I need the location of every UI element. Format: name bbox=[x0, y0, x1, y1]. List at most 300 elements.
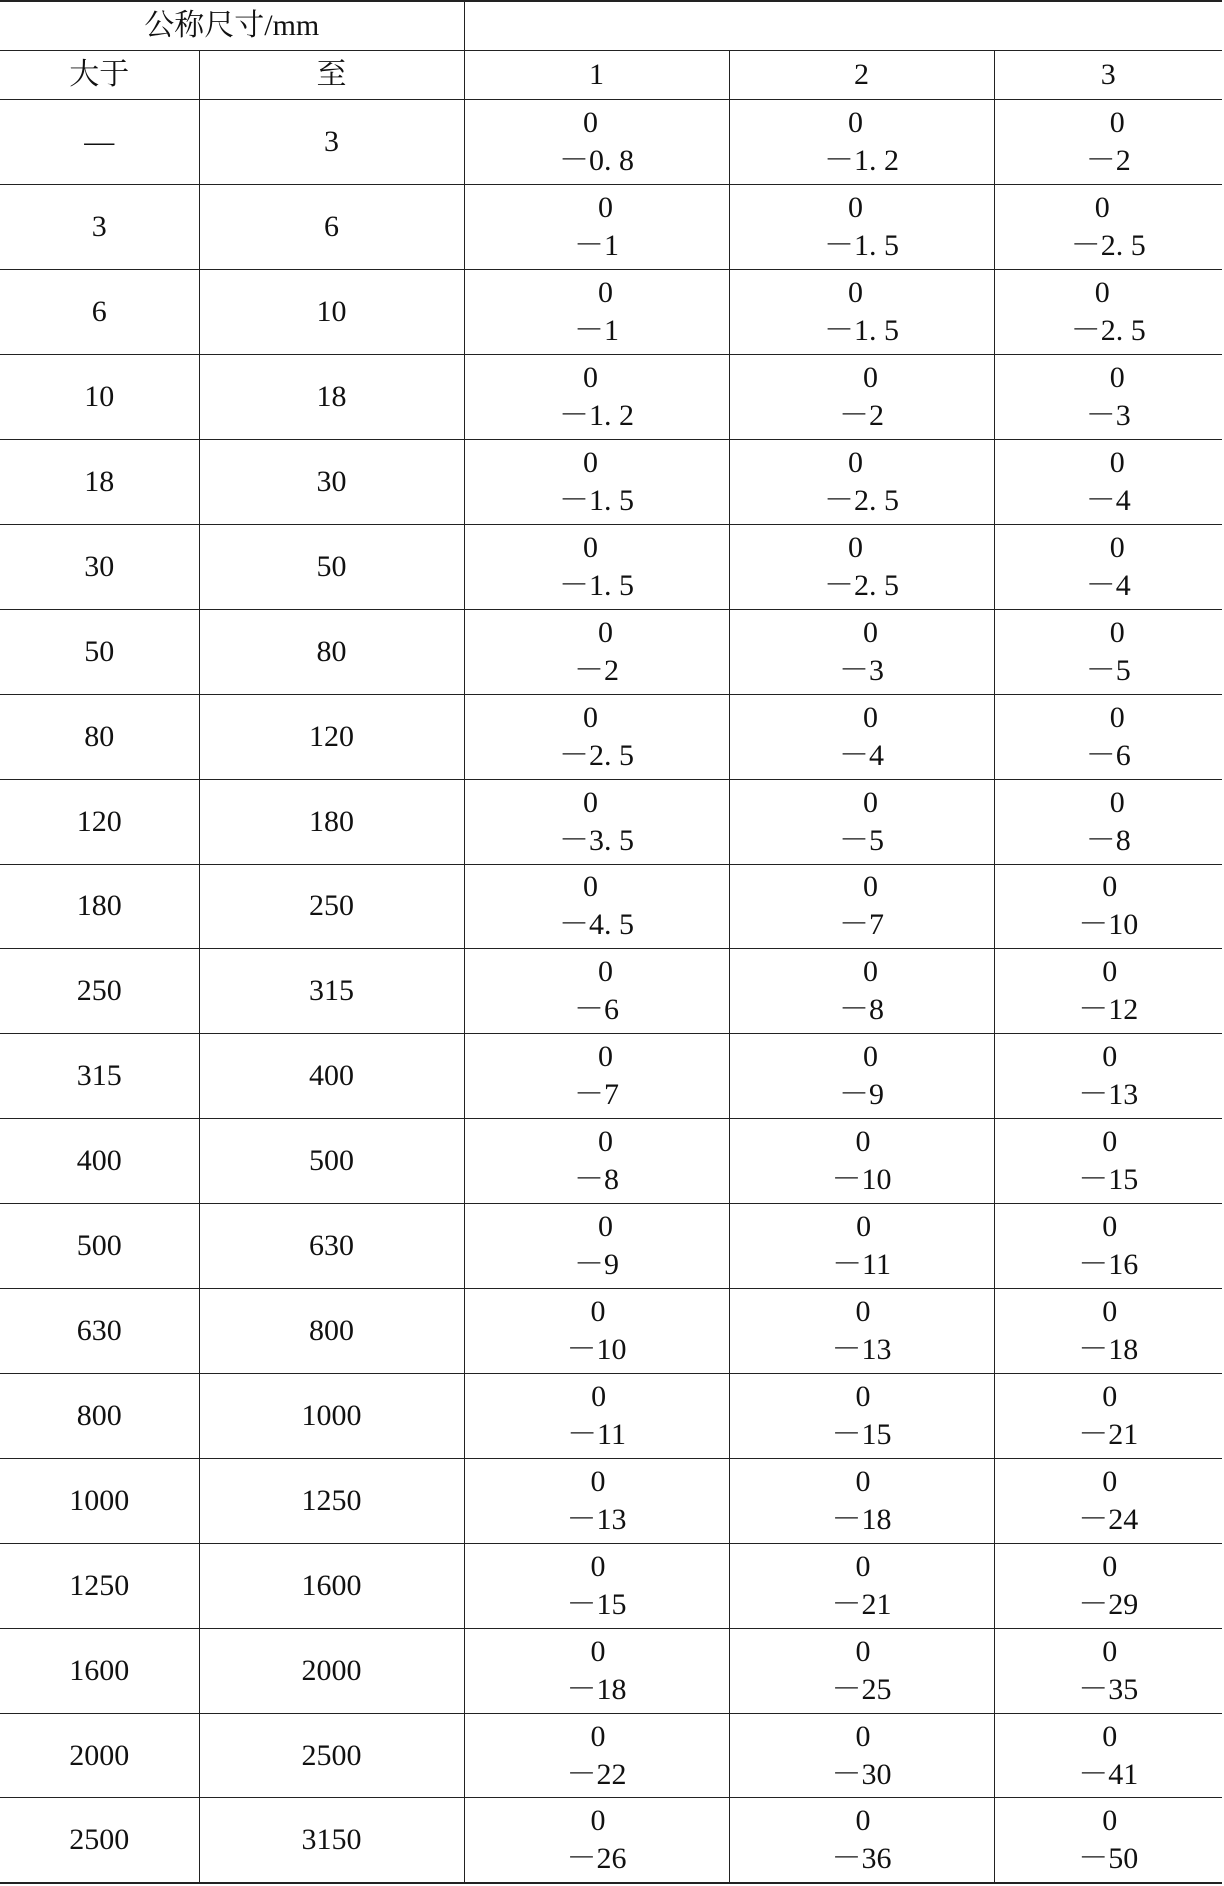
lower-deviation: －7 bbox=[839, 908, 885, 942]
size-over-cell: 50 bbox=[0, 609, 199, 694]
deviation-cell-grade-1 bbox=[464, 1798, 729, 1883]
deviation-cell-grade-1 bbox=[464, 864, 729, 949]
deviation-cell-grade-3 bbox=[994, 949, 1222, 1034]
upper-deviation: 0 bbox=[863, 361, 879, 395]
size-over-cell: 500 bbox=[0, 1204, 199, 1289]
lower-deviation: －3 bbox=[839, 653, 885, 687]
lower-deviation: －5 bbox=[1085, 653, 1131, 687]
deviation-cell-grade-3 bbox=[994, 1204, 1222, 1289]
deviation-stack bbox=[832, 1293, 892, 1369]
table-row bbox=[0, 1543, 1222, 1628]
size-to-cell: 1600 bbox=[199, 1543, 464, 1628]
upper-deviation: 0 bbox=[863, 1040, 879, 1074]
lower-deviation: －13 bbox=[831, 1332, 892, 1366]
size-over-cell: 10 bbox=[0, 355, 199, 440]
table-row bbox=[0, 1628, 1222, 1713]
deviation-stack bbox=[567, 1293, 627, 1369]
table-row bbox=[0, 100, 1222, 185]
deviation-cell-grade-2 bbox=[729, 1543, 994, 1628]
deviation-cell-grade-2 bbox=[729, 1034, 994, 1119]
deviation-stack bbox=[832, 1463, 892, 1539]
lower-deviation: －2. 5 bbox=[1070, 229, 1146, 263]
table-row bbox=[0, 779, 1222, 864]
table-row bbox=[0, 1458, 1222, 1543]
upper-deviation: 0 bbox=[855, 1379, 871, 1413]
upper-deviation: 0 bbox=[583, 785, 599, 819]
upper-deviation: 0 bbox=[848, 530, 864, 564]
table-row bbox=[0, 1119, 1222, 1204]
deviation-cell-grade-3 bbox=[994, 1628, 1222, 1713]
table-body bbox=[0, 1, 1222, 1883]
table-row bbox=[0, 609, 1222, 694]
upper-deviation: 0 bbox=[598, 955, 614, 989]
upper-deviation: 0 bbox=[598, 615, 614, 649]
upper-deviation: 0 bbox=[1102, 1125, 1118, 1159]
lower-deviation: －6 bbox=[1085, 738, 1131, 772]
lower-deviation: －8 bbox=[574, 1163, 620, 1197]
size-over-cell: 630 bbox=[0, 1289, 199, 1374]
size-over-cell: 1000 bbox=[0, 1458, 199, 1543]
size-to-cell: 250 bbox=[199, 864, 464, 949]
deviation-stack bbox=[1086, 529, 1131, 605]
deviation-cell-grade-1 bbox=[464, 1713, 729, 1798]
upper-deviation: 0 bbox=[1109, 361, 1125, 395]
deviation-stack bbox=[839, 1038, 884, 1114]
deviation-stack bbox=[574, 274, 619, 350]
deviation-stack bbox=[1078, 953, 1138, 1029]
upper-deviation: 0 bbox=[583, 700, 599, 734]
deviation-stack bbox=[1086, 784, 1131, 860]
upper-deviation: 0 bbox=[1102, 1464, 1118, 1498]
lower-deviation: －2. 5 bbox=[824, 483, 900, 517]
size-over-cell: 250 bbox=[0, 949, 199, 1034]
deviation-cell-grade-2 bbox=[729, 439, 994, 524]
lower-deviation: －26 bbox=[566, 1842, 627, 1876]
upper-deviation: 0 bbox=[1109, 615, 1125, 649]
lower-deviation: －50 bbox=[1078, 1842, 1139, 1876]
size-over-cell: 2500 bbox=[0, 1798, 199, 1883]
lower-deviation: －1. 5 bbox=[559, 568, 635, 602]
size-to-cell: 2500 bbox=[199, 1713, 464, 1798]
table-row bbox=[0, 949, 1222, 1034]
deviation-cell-grade-1 bbox=[464, 100, 729, 185]
upper-deviation: 0 bbox=[591, 1379, 607, 1413]
deviation-cell-grade-2 bbox=[729, 270, 994, 355]
table-row bbox=[0, 694, 1222, 779]
size-over-cell: 2000 bbox=[0, 1713, 199, 1798]
deviation-cell-grade-1 bbox=[464, 1204, 729, 1289]
deviation-stack bbox=[1086, 614, 1131, 690]
deviation-stack bbox=[574, 1123, 619, 1199]
upper-deviation: 0 bbox=[590, 1634, 606, 1668]
upper-deviation: 0 bbox=[848, 445, 864, 479]
size-to-cell: 3 bbox=[199, 100, 464, 185]
upper-deviation: 0 bbox=[1109, 530, 1125, 564]
header-up-to: 至 bbox=[199, 51, 464, 100]
upper-deviation: 0 bbox=[855, 1634, 871, 1668]
deviation-stack bbox=[1078, 1548, 1138, 1624]
lower-deviation: －9 bbox=[574, 1248, 620, 1282]
deviation-cell-grade-1 bbox=[464, 1458, 729, 1543]
deviation-cell-grade-2 bbox=[729, 949, 994, 1034]
lower-deviation: －24 bbox=[1078, 1502, 1139, 1536]
deviation-stack bbox=[1086, 359, 1131, 435]
upper-deviation: 0 bbox=[1102, 1210, 1118, 1244]
upper-deviation: 0 bbox=[863, 615, 879, 649]
upper-deviation: 0 bbox=[1102, 1379, 1118, 1413]
deviation-stack bbox=[832, 1718, 892, 1794]
deviation-stack bbox=[832, 1123, 892, 1199]
upper-deviation: 0 bbox=[855, 1125, 871, 1159]
lower-deviation: －1. 5 bbox=[824, 229, 900, 263]
lower-deviation: －1 bbox=[574, 229, 620, 263]
lower-deviation: －41 bbox=[1078, 1757, 1139, 1791]
size-over-cell: 3 bbox=[0, 185, 199, 270]
size-over-cell: 400 bbox=[0, 1119, 199, 1204]
deviation-cell-grade-2 bbox=[729, 100, 994, 185]
deviation-cell-grade-1 bbox=[464, 1119, 729, 1204]
lower-deviation: －4 bbox=[839, 738, 885, 772]
upper-deviation: 0 bbox=[855, 1719, 871, 1753]
deviation-stack bbox=[832, 1802, 892, 1878]
size-over-cell: 800 bbox=[0, 1373, 199, 1458]
upper-deviation: 0 bbox=[1102, 1634, 1118, 1668]
lower-deviation: －1 bbox=[574, 314, 620, 348]
deviation-cell-grade-2 bbox=[729, 1458, 994, 1543]
upper-deviation: 0 bbox=[583, 870, 599, 904]
deviation-cell-grade-3 bbox=[994, 779, 1222, 864]
upper-deviation: 0 bbox=[863, 955, 879, 989]
deviation-stack bbox=[1071, 274, 1146, 350]
deviation-stack bbox=[1086, 444, 1131, 520]
deviation-cell-grade-1 bbox=[464, 355, 729, 440]
lower-deviation: －22 bbox=[566, 1757, 627, 1791]
lower-deviation: －15 bbox=[566, 1587, 627, 1621]
upper-deviation: 0 bbox=[1109, 106, 1125, 140]
deviation-stack bbox=[839, 699, 884, 775]
table-row bbox=[0, 270, 1222, 355]
size-to-cell: 10 bbox=[199, 270, 464, 355]
deviation-stack bbox=[574, 1208, 619, 1284]
lower-deviation: －8 bbox=[1085, 823, 1131, 857]
lower-deviation: －9 bbox=[839, 1078, 885, 1112]
size-over-cell: — bbox=[0, 100, 199, 185]
deviation-cell-grade-2 bbox=[729, 864, 994, 949]
lower-deviation: －21 bbox=[1078, 1417, 1139, 1451]
upper-deviation: 0 bbox=[583, 530, 599, 564]
deviation-stack bbox=[567, 1718, 627, 1794]
lower-deviation: －1. 5 bbox=[559, 483, 635, 517]
deviation-stack bbox=[559, 784, 634, 860]
deviation-cell-grade-3 bbox=[994, 439, 1222, 524]
deviation-stack bbox=[567, 1378, 626, 1454]
lower-deviation: －15 bbox=[831, 1417, 892, 1451]
size-to-cell: 3150 bbox=[199, 1798, 464, 1883]
upper-deviation: 0 bbox=[1102, 1719, 1118, 1753]
size-over-cell: 18 bbox=[0, 439, 199, 524]
deviation-cell-grade-1 bbox=[464, 1543, 729, 1628]
upper-deviation: 0 bbox=[590, 1804, 606, 1838]
lower-deviation: －15 bbox=[1078, 1163, 1139, 1197]
upper-deviation: 0 bbox=[1109, 445, 1125, 479]
deviation-cell-grade-3 bbox=[994, 1543, 1222, 1628]
deviation-stack bbox=[824, 104, 899, 180]
table-row bbox=[0, 1204, 1222, 1289]
lower-deviation: －2. 5 bbox=[824, 568, 900, 602]
upper-deviation: 0 bbox=[598, 191, 614, 225]
table-row bbox=[0, 1798, 1222, 1883]
table-row bbox=[0, 1034, 1222, 1119]
upper-deviation: 0 bbox=[583, 106, 599, 140]
lower-deviation: －5 bbox=[839, 823, 885, 857]
deviation-stack bbox=[567, 1802, 627, 1878]
size-over-cell: 1600 bbox=[0, 1628, 199, 1713]
deviation-cell-grade-1 bbox=[464, 609, 729, 694]
upper-deviation: 0 bbox=[590, 1719, 606, 1753]
deviation-cell-grade-1 bbox=[464, 1289, 729, 1374]
deviation-stack bbox=[1078, 1123, 1138, 1199]
deviation-cell-grade-1 bbox=[464, 779, 729, 864]
upper-deviation: 0 bbox=[1102, 955, 1118, 989]
size-over-cell: 30 bbox=[0, 524, 199, 609]
deviation-cell-grade-2 bbox=[729, 1628, 994, 1713]
upper-deviation: 0 bbox=[598, 1125, 614, 1159]
deviation-stack bbox=[567, 1463, 627, 1539]
lower-deviation: －2. 5 bbox=[559, 738, 635, 772]
deviation-stack bbox=[567, 1633, 627, 1709]
upper-deviation: 0 bbox=[598, 1210, 614, 1244]
lower-deviation: －7 bbox=[574, 1078, 620, 1112]
header-over: 大于 bbox=[0, 51, 199, 100]
deviation-cell-grade-3 bbox=[994, 1119, 1222, 1204]
size-to-cell: 120 bbox=[199, 694, 464, 779]
deviation-stack bbox=[559, 699, 634, 775]
table-row bbox=[0, 439, 1222, 524]
upper-deviation: 0 bbox=[590, 1294, 606, 1328]
deviation-stack bbox=[1086, 104, 1131, 180]
header-nominal-size: 公称尺寸/mm bbox=[0, 1, 464, 51]
lower-deviation: －4 bbox=[1085, 483, 1131, 517]
header-row-1 bbox=[0, 1, 1222, 51]
upper-deviation: 0 bbox=[1102, 870, 1118, 904]
size-over-cell: 1250 bbox=[0, 1543, 199, 1628]
deviation-stack bbox=[832, 1548, 892, 1624]
table-row bbox=[0, 1373, 1222, 1458]
deviation-stack bbox=[1078, 868, 1138, 944]
deviation-cell-grade-3 bbox=[994, 1373, 1222, 1458]
deviation-cell-grade-1 bbox=[464, 1373, 729, 1458]
deviation-cell-grade-3 bbox=[994, 864, 1222, 949]
deviation-stack bbox=[574, 614, 619, 690]
header-col-1: 1 bbox=[464, 51, 729, 100]
deviation-stack bbox=[559, 444, 634, 520]
lower-deviation: －1. 2 bbox=[824, 144, 900, 178]
upper-deviation: 0 bbox=[590, 1549, 606, 1583]
deviation-cell-grade-2 bbox=[729, 779, 994, 864]
upper-deviation: 0 bbox=[1102, 1040, 1118, 1074]
lower-deviation: －2 bbox=[839, 399, 885, 433]
upper-deviation: 0 bbox=[590, 1464, 606, 1498]
upper-deviation: 0 bbox=[855, 1804, 871, 1838]
lower-deviation: －36 bbox=[831, 1842, 892, 1876]
size-to-cell: 180 bbox=[199, 779, 464, 864]
lower-deviation: －18 bbox=[831, 1502, 892, 1536]
upper-deviation: 0 bbox=[863, 700, 879, 734]
deviation-cell-grade-3 bbox=[994, 185, 1222, 270]
deviation-cell-grade-3 bbox=[994, 100, 1222, 185]
deviation-cell-grade-3 bbox=[994, 1713, 1222, 1798]
lower-deviation: －30 bbox=[831, 1757, 892, 1791]
deviation-stack bbox=[824, 529, 899, 605]
deviation-stack bbox=[559, 104, 634, 180]
deviation-stack bbox=[567, 1548, 627, 1624]
deviation-cell-grade-3 bbox=[994, 524, 1222, 609]
deviation-stack bbox=[839, 868, 884, 944]
upper-deviation: 0 bbox=[598, 1040, 614, 1074]
deviation-cell-grade-1 bbox=[464, 185, 729, 270]
lower-deviation: －3 bbox=[1085, 399, 1131, 433]
deviation-cell-grade-1 bbox=[464, 270, 729, 355]
size-to-cell: 18 bbox=[199, 355, 464, 440]
lower-deviation: －8 bbox=[839, 993, 885, 1027]
lower-deviation: －21 bbox=[831, 1587, 892, 1621]
deviation-cell-grade-2 bbox=[729, 1713, 994, 1798]
table-row bbox=[0, 1289, 1222, 1374]
size-over-cell: 6 bbox=[0, 270, 199, 355]
lower-deviation: －4 bbox=[1085, 568, 1131, 602]
deviation-cell-grade-2 bbox=[729, 609, 994, 694]
lower-deviation: －18 bbox=[566, 1672, 627, 1706]
deviation-stack bbox=[1078, 1802, 1138, 1878]
lower-deviation: －12 bbox=[1078, 993, 1139, 1027]
deviation-stack bbox=[839, 784, 884, 860]
size-to-cell: 30 bbox=[199, 439, 464, 524]
deviation-stack bbox=[1078, 1038, 1138, 1114]
deviation-stack bbox=[559, 359, 634, 435]
size-to-cell: 80 bbox=[199, 609, 464, 694]
deviation-stack bbox=[839, 359, 884, 435]
upper-deviation: 0 bbox=[583, 361, 599, 395]
lower-deviation: －13 bbox=[1078, 1078, 1139, 1112]
size-to-cell: 1000 bbox=[199, 1373, 464, 1458]
upper-deviation: 0 bbox=[1109, 785, 1125, 819]
deviation-stack bbox=[1078, 1293, 1138, 1369]
deviation-cell-grade-3 bbox=[994, 270, 1222, 355]
lower-deviation: －11 bbox=[832, 1248, 891, 1282]
deviation-cell-grade-1 bbox=[464, 694, 729, 779]
deviation-cell-grade-3 bbox=[994, 694, 1222, 779]
deviation-stack bbox=[1078, 1633, 1138, 1709]
lower-deviation: －10 bbox=[831, 1163, 892, 1197]
deviation-cell-grade-1 bbox=[464, 524, 729, 609]
upper-deviation: 0 bbox=[598, 276, 614, 310]
deviation-cell-grade-2 bbox=[729, 694, 994, 779]
deviation-cell-grade-2 bbox=[729, 1798, 994, 1883]
deviation-stack bbox=[1078, 1378, 1138, 1454]
upper-deviation: 0 bbox=[1102, 1549, 1118, 1583]
size-to-cell: 50 bbox=[199, 524, 464, 609]
lower-deviation: －0. 8 bbox=[559, 144, 635, 178]
lower-deviation: －35 bbox=[1078, 1672, 1139, 1706]
upper-deviation: 0 bbox=[848, 276, 864, 310]
deviation-stack bbox=[574, 953, 619, 1029]
deviation-stack bbox=[839, 953, 884, 1029]
deviation-cell-grade-1 bbox=[464, 439, 729, 524]
table-row bbox=[0, 1713, 1222, 1798]
deviation-cell-grade-3 bbox=[994, 1798, 1222, 1883]
deviation-cell-grade-2 bbox=[729, 1204, 994, 1289]
lower-deviation: －1. 2 bbox=[559, 399, 635, 433]
lower-deviation: －2 bbox=[1085, 144, 1131, 178]
upper-deviation: 0 bbox=[856, 1210, 872, 1244]
upper-deviation: 0 bbox=[1109, 700, 1125, 734]
lower-deviation: －6 bbox=[574, 993, 620, 1027]
deviation-stack bbox=[574, 189, 619, 265]
lower-deviation: －11 bbox=[567, 1417, 626, 1451]
deviation-stack bbox=[559, 868, 634, 944]
deviation-cell-grade-2 bbox=[729, 355, 994, 440]
deviation-cell-grade-3 bbox=[994, 1458, 1222, 1543]
deviation-stack bbox=[824, 444, 899, 520]
upper-deviation: 0 bbox=[855, 1549, 871, 1583]
deviation-stack bbox=[1078, 1208, 1138, 1284]
upper-deviation: 0 bbox=[1102, 1294, 1118, 1328]
size-to-cell: 400 bbox=[199, 1034, 464, 1119]
size-to-cell: 630 bbox=[199, 1204, 464, 1289]
deviation-cell-grade-2 bbox=[729, 524, 994, 609]
deviation-cell-grade-2 bbox=[729, 1289, 994, 1374]
size-over-cell: 120 bbox=[0, 779, 199, 864]
header-col-3: 3 bbox=[994, 51, 1222, 100]
upper-deviation: 0 bbox=[855, 1294, 871, 1328]
deviation-cell-grade-2 bbox=[729, 1373, 994, 1458]
deviation-stack bbox=[1078, 1463, 1138, 1539]
upper-deviation: 0 bbox=[863, 870, 879, 904]
table-row bbox=[0, 864, 1222, 949]
size-to-cell: 2000 bbox=[199, 1628, 464, 1713]
lower-deviation: －10 bbox=[566, 1332, 627, 1366]
deviation-cell-grade-1 bbox=[464, 1628, 729, 1713]
lower-deviation: －2 bbox=[574, 653, 620, 687]
upper-deviation: 0 bbox=[583, 445, 599, 479]
table-row bbox=[0, 185, 1222, 270]
lower-deviation: －16 bbox=[1078, 1248, 1139, 1282]
lower-deviation: －13 bbox=[566, 1502, 627, 1536]
table-row bbox=[0, 355, 1222, 440]
upper-deviation: 0 bbox=[1094, 276, 1110, 310]
table-row bbox=[0, 524, 1222, 609]
deviation-cell-grade-3 bbox=[994, 609, 1222, 694]
deviation-stack bbox=[1078, 1718, 1138, 1794]
size-over-cell: 315 bbox=[0, 1034, 199, 1119]
deviation-stack bbox=[824, 189, 899, 265]
deviation-stack bbox=[574, 1038, 619, 1114]
deviation-stack bbox=[832, 1378, 892, 1454]
lower-deviation: －25 bbox=[831, 1672, 892, 1706]
size-to-cell: 500 bbox=[199, 1119, 464, 1204]
size-to-cell: 315 bbox=[199, 949, 464, 1034]
upper-deviation: 0 bbox=[1094, 191, 1110, 225]
deviation-stack bbox=[832, 1208, 891, 1284]
size-to-cell: 6 bbox=[199, 185, 464, 270]
header-blank bbox=[464, 1, 1222, 51]
size-over-cell: 80 bbox=[0, 694, 199, 779]
upper-deviation: 0 bbox=[863, 785, 879, 819]
upper-deviation: 0 bbox=[848, 191, 864, 225]
deviation-cell-grade-3 bbox=[994, 1034, 1222, 1119]
lower-deviation: －18 bbox=[1078, 1332, 1139, 1366]
lower-deviation: －1. 5 bbox=[824, 314, 900, 348]
